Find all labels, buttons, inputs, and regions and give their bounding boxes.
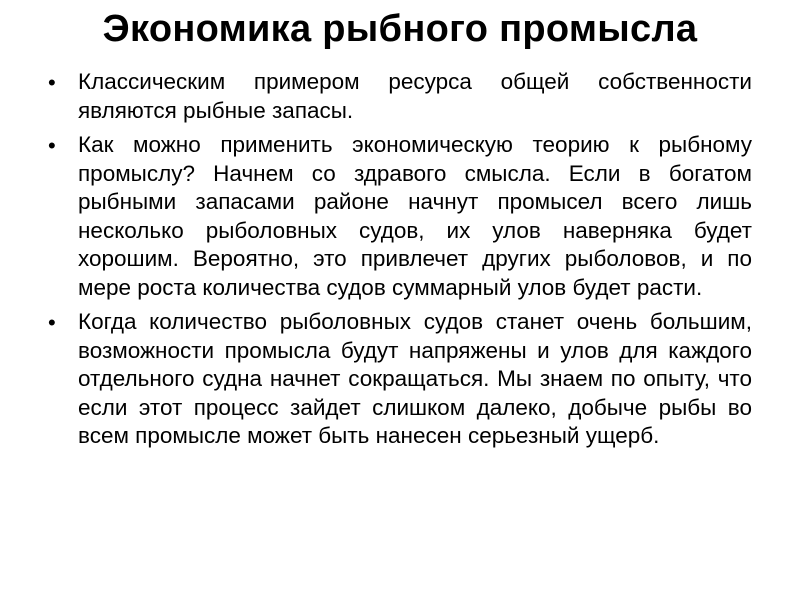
bullet-dot-icon: • (48, 70, 56, 95)
bullet-text: Когда количество рыболовных судов станет очень большим, возможности промысла будут напряжены и улов для каждого отдельного судна начнет сокращаться. Мы знаем по опыту, что если этот процесс зайдет слишком далеко, добыче рыбы во всем промысле может быть нанесен серьезный ущерб. (78, 309, 752, 448)
bullet-item (44, 308, 752, 451)
bullet-item (44, 68, 752, 125)
bullet-text: Классическим примером ресурса общей собственности являются рыбные запасы. (78, 69, 752, 123)
slide-title: Экономика рыбного промысла (102, 8, 698, 50)
bullet-list (44, 68, 752, 457)
bullet-text: Как можно применить экономическую теорию к рыбному промыслу? Начнем со здравого смысла. Если в богатом рыбными запасами районе начнут промысел всего лишь несколько рыболовных судов, их улов наверняка будет хорошим. Вероятно, это привлечет других рыболовов, и по мере роста количества судов суммарный улов будет расти. (78, 132, 752, 300)
bullet-dot-icon: • (48, 133, 56, 158)
bullet-item (44, 131, 752, 302)
bullet-dot-icon: • (48, 310, 56, 335)
